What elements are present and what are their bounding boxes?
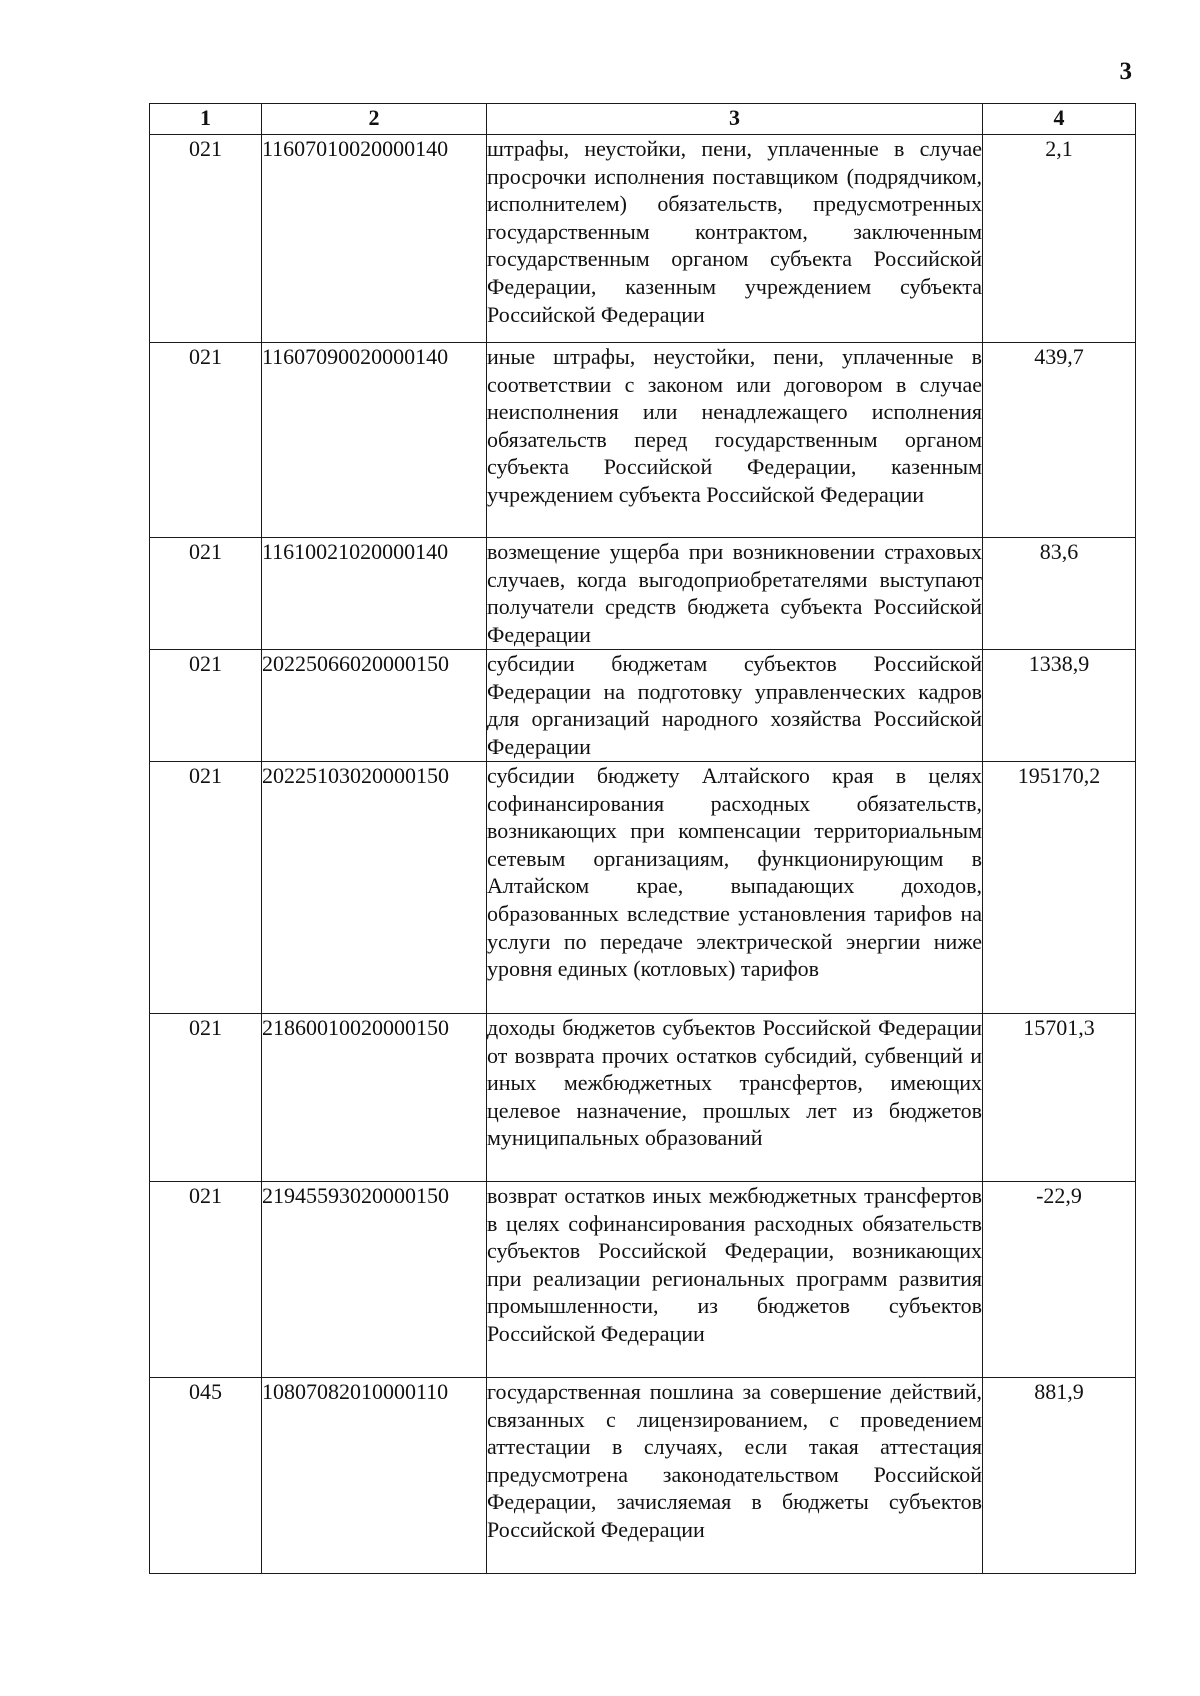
amount-cell: 1338,9 [983, 650, 1136, 762]
budget-code-cell: 10807082010000110 [262, 1378, 487, 1574]
amount-cell: 195170,2 [983, 762, 1136, 1014]
amount-cell: 15701,3 [983, 1014, 1136, 1182]
budget-code-cell: 21860010020000150 [262, 1014, 487, 1182]
admin-code-cell: 021 [150, 343, 262, 538]
column-header-1: 1 [150, 104, 262, 135]
revenue-name-cell: штрафы, неустойки, пени, уплаченные в случае просрочки исполнения поставщиком (подрядчиком, исполнителем) обязательств, предусмотренных государственным контрактом, заключенным государственным органом субъекта Российской Федерации, казенным учреждением субъекта Российской Федерации [487, 135, 983, 343]
budget-code-cell: 20225103020000150 [262, 762, 487, 1014]
table-row [150, 538, 1136, 650]
table-row [150, 1182, 1136, 1378]
admin-code-cell: 045 [150, 1378, 262, 1574]
revenue-name-cell: субсидии бюджету Алтайского края в целях софинансирования расходных обязательств, возникающих при компенсации территориальным сетевым организациям, функционирующим в Алтайском крае, выпадающих доходов, образованных вследствие установления тарифов на услуги по передаче электрической энергии ниже уровня единых (котловых) тарифов [487, 762, 983, 1014]
budget-code-cell: 11607090020000140 [262, 343, 487, 538]
column-header-4: 4 [983, 104, 1136, 135]
budget-code-cell: 11610021020000140 [262, 538, 487, 650]
table-row [150, 762, 1136, 1014]
table-row [150, 1378, 1136, 1574]
amount-cell: 439,7 [983, 343, 1136, 538]
admin-code-cell: 021 [150, 650, 262, 762]
revenue-name-cell: иные штрафы, неустойки, пени, уплаченные в соответствии с законом или договором в случае неисполнения или ненадлежащего исполнения обязательств перед государственным органом субъекта Российской Федерации, казенным учреждением субъекта Российской Федерации [487, 343, 983, 538]
revenue-name-cell: возмещение ущерба при возникновении страховых случаев, когда выгодоприобретателями выступают получатели средств бюджета субъекта Российской Федерации [487, 538, 983, 650]
admin-code-cell: 021 [150, 1182, 262, 1378]
amount-cell: 2,1 [983, 135, 1136, 343]
amount-cell: -22,9 [983, 1182, 1136, 1378]
column-header-3: 3 [487, 104, 983, 135]
table-row [150, 135, 1136, 343]
budget-code-cell: 21945593020000150 [262, 1182, 487, 1378]
budget-code-cell: 20225066020000150 [262, 650, 487, 762]
budget-revenue-table [149, 103, 1136, 1574]
amount-cell: 83,6 [983, 538, 1136, 650]
amount-cell: 881,9 [983, 1378, 1136, 1574]
admin-code-cell: 021 [150, 135, 262, 343]
table-row [150, 650, 1136, 762]
revenue-name-cell: государственная пошлина за совершение действий, связанных с лицензированием, с проведением аттестации в случаях, если такая аттестация предусмотрена законодательством Российской Федерации, зачисляемая в бюджеты субъектов Российской Федерации [487, 1378, 983, 1574]
revenue-name-cell: субсидии бюджетам субъектов Российской Федерации на подготовку управленческих кадров для организаций народного хозяйства Российской Федерации [487, 650, 983, 762]
admin-code-cell: 021 [150, 538, 262, 650]
table-row [150, 343, 1136, 538]
page-number: 3 [1119, 58, 1132, 85]
column-header-2: 2 [262, 104, 487, 135]
budget-code-cell: 11607010020000140 [262, 135, 487, 343]
table-row [150, 1014, 1136, 1182]
table-header-row [150, 104, 1136, 135]
admin-code-cell: 021 [150, 762, 262, 1014]
revenue-name-cell: возврат остатков иных межбюджетных трансфертов в целях софинансирования расходных обязательств субъектов Российской Федерации, возникающих при реализации региональных программ развития промышленности, из бюджетов субъектов Российской Федерации [487, 1182, 983, 1378]
revenue-name-cell: доходы бюджетов субъектов Российской Федерации от возврата прочих остатков субсидий, субвенций и иных межбюджетных трансфертов, имеющих целевое назначение, прошлых лет из бюджетов муниципальных образований [487, 1014, 983, 1182]
admin-code-cell: 021 [150, 1014, 262, 1182]
